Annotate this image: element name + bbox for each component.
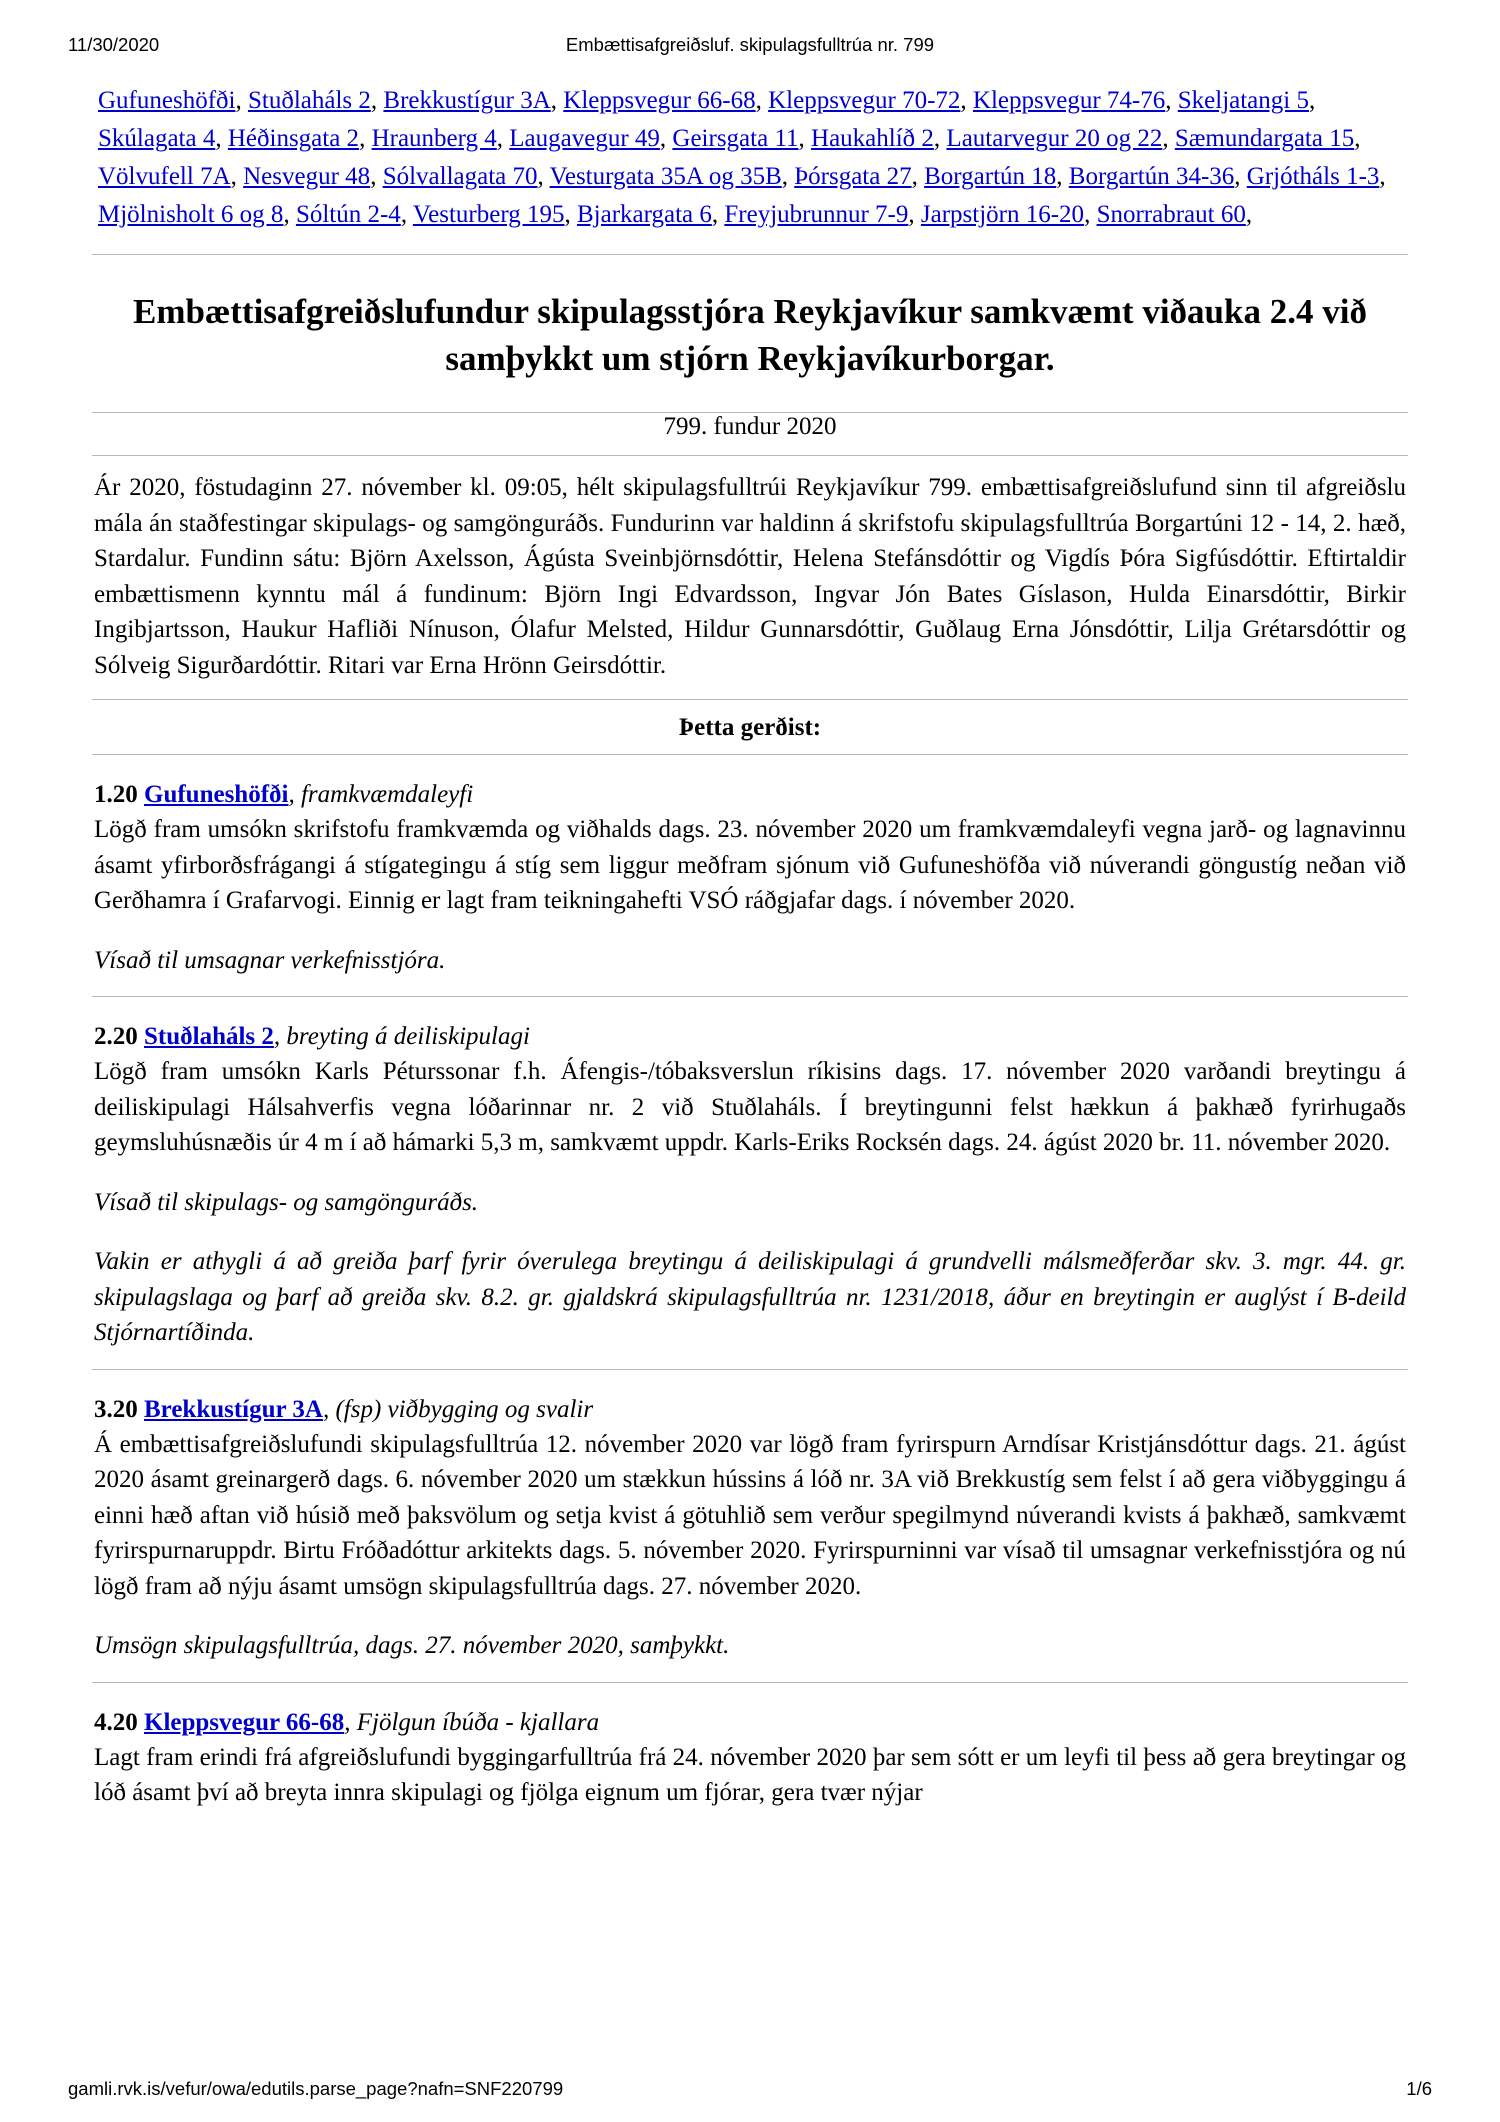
agenda-item-subtitle: , framkvæmdaleyfi	[288, 781, 474, 809]
address-link[interactable]: Kleppsvegur 70-72	[768, 87, 961, 114]
agenda-item-address-link[interactable]: Kleppsvegur 66-68	[144, 1708, 345, 1736]
link-separator: ,	[755, 87, 769, 114]
agenda-item-address-link[interactable]: Stuðlaháls 2	[144, 1023, 274, 1051]
link-separator: ,	[215, 125, 228, 152]
agenda-item-subtitle: , breyting á deiliskipulagi	[273, 1023, 530, 1051]
link-separator: ,	[1234, 163, 1247, 190]
address-link[interactable]: Nesvegur 48	[243, 163, 371, 190]
link-separator: ,	[370, 87, 384, 114]
address-link[interactable]: Vesturgata 35A og 35B	[549, 163, 782, 190]
link-separator: ,	[496, 125, 510, 152]
link-separator: ,	[537, 163, 550, 190]
agenda-item-number: 2.20	[94, 1023, 144, 1051]
link-separator: ,	[564, 201, 577, 228]
agenda-item-header	[94, 1019, 1406, 1054]
divider-top	[92, 254, 1408, 255]
agenda-item-divider	[92, 1682, 1408, 1683]
agenda-item-number: 3.20	[94, 1395, 144, 1423]
address-link[interactable]: Gufuneshöfði	[98, 87, 236, 114]
address-link[interactable]: Kleppsvegur 66-68	[563, 87, 756, 114]
link-separator: ,	[235, 87, 248, 114]
link-separator: ,	[711, 201, 725, 228]
address-link[interactable]: Skeljatangi 5	[1177, 87, 1309, 114]
page-title: Embættisafgreiðslufundur skipulagsstjóra Reykjavíkur samkvæmt viðauka 2.4 við samþykkt um stjórn Reykjavíkurborgar.	[133, 292, 1367, 378]
address-link[interactable]: Mjölnisholt 6 og 8	[98, 201, 284, 228]
address-link[interactable]: Laugavegur 49	[509, 125, 660, 152]
link-separator: ,	[911, 163, 925, 190]
link-separator: ,	[933, 125, 947, 152]
link-separator: ,	[283, 201, 296, 228]
link-separator: ,	[908, 201, 921, 228]
address-link[interactable]: Geirsgata 11	[672, 125, 799, 152]
address-link[interactable]: Kleppsvegur 74-76	[972, 87, 1166, 114]
agenda-item-divider	[92, 1369, 1408, 1370]
address-link[interactable]: Vesturberg 195	[412, 201, 565, 228]
divider-intro	[92, 699, 1408, 700]
address-link[interactable]: Freyjubrunnur 7-9	[724, 201, 909, 228]
address-link[interactable]: Stuðlaháls 2	[247, 87, 371, 114]
link-separator: ,	[1162, 125, 1175, 152]
link-separator: ,	[781, 163, 795, 190]
link-separator: ,	[1354, 125, 1361, 152]
print-header	[60, 34, 1440, 56]
document-content	[60, 82, 1440, 1811]
address-link[interactable]: Hraunberg 4	[371, 125, 497, 152]
print-footer	[60, 2078, 1440, 2100]
link-separator: ,	[798, 125, 812, 152]
divider-meeting	[92, 455, 1408, 456]
address-link[interactable]: Snorrabraut 60	[1096, 201, 1246, 228]
link-separator: ,	[1308, 87, 1316, 114]
meeting-number: 799. fundur 2020	[663, 413, 837, 441]
address-link[interactable]: Sólvallagata 70	[382, 163, 538, 190]
link-separator: ,	[1165, 87, 1178, 114]
link-separator: ,	[1084, 201, 1097, 228]
link-separator: ,	[550, 87, 564, 114]
address-link[interactable]: Brekkustígur 3A	[383, 87, 551, 114]
section-heading-this-happened: Þetta gerðist:	[678, 714, 822, 742]
agenda-item-address-link[interactable]: Gufuneshöfði	[144, 781, 289, 809]
link-separator: ,	[659, 125, 673, 152]
agenda-item-address-link[interactable]: Brekkustígur 3A	[144, 1395, 323, 1423]
link-separator: ,	[400, 201, 413, 228]
agenda-item-header	[94, 1392, 1406, 1427]
agenda-item-note: Vakin er athygli á að greiða þarf fyrir óverulega breytingu á deiliskipulagi á grundvelli málsmeðferðar skv. 3. mgr. 44. gr. skipulagslaga og þarf að greiða skv. 8.2. gr. gjaldskrá skipulagsfulltrúa nr. 1231/2018, áður en breytingin er auglýst í B-deild Stjórnartíðinda.	[94, 1248, 1406, 1347]
agenda-item-subtitle: , (fsp) viðbygging og svalir	[322, 1395, 594, 1423]
address-link[interactable]: Þórsgata 27	[794, 163, 912, 190]
agenda-item-header	[94, 777, 1406, 812]
agenda-item-body: Lögð fram umsókn Karls Péturssonar f.h. Áfengis-/tóbaksverslun ríkisins dags. 17. nóvember 2020 varðandi breytingu á deiliskipulagi Hálsahverfis vegna lóðarinnar nr. 2 við Stuðlaháls. Í breytingunni felst hækkun á þakhæð fyrirhugaðs geymsluhúsnæðis úr 4 m í að hámarki 5,3 m, samkvæmt uppdr. Karls-Eriks Rocksén dags. 24. ágúst 2020 br. 11. nóvember 2020.	[94, 1058, 1406, 1157]
agenda-item-body: Lögð fram umsókn skrifstofu framkvæmda og viðhalds dags. 23. nóvember 2020 um framkvæmdaleyfi vegna jarð- og lagnavinnu ásamt yfirborðsfrágangi á stígategingu á stíg sem liggur meðfram sjónum við Gufuneshöfða við núverandi göngustíg neðan við Gerðhamra í Grafarvogi. Einnig er lagt fram teikningahefti VSÓ ráðgjafar dags. í nóvember 2020.	[94, 816, 1406, 915]
agenda-item-body: Á embættisafgreiðslufundi skipulagsfulltrúa 12. nóvember 2020 var lögð fram fyrirspurn Arndísar Kristjánsdóttur dags. 21. ágúst 2020 ásamt greinargerð dags. 6. nóvember 2020 um stækkun hússins á lóð nr. 3A við Brekkustíg sem felst í að gera viðbyggingu á einni hæð aftan við húsið með þaksvölum og setja kvist á götuhlið sem verður spegilmynd núverandi kvists á þakhæð, samkvæmt fyrirspurnaruppdr. Birtu Fróðadóttur arkitekts dags. 5. nóvember 2020. Fyrirspurninni var vísað til umsagnar verkefnisstjóra og nú lögð fram að nýju ásamt umsögn skipulagsfulltrúa dags. 27. nóvember 2020.	[94, 1430, 1406, 1600]
link-separator: ,	[230, 163, 244, 190]
address-link-list	[92, 82, 1408, 244]
agenda-item-subtitle: , Fjölgun íbúða - kjallara	[344, 1708, 600, 1736]
agenda-item	[92, 1705, 1408, 1811]
agenda-item	[92, 1392, 1408, 1683]
print-header-title: Embættisafgreiðsluf. skipulagsfulltrúa nr. 799	[565, 34, 935, 55]
agenda-item-divider	[92, 996, 1408, 997]
address-link[interactable]: Jarpstjörn 16-20	[920, 201, 1085, 228]
link-separator: ,	[370, 163, 383, 190]
agenda-item-note: Umsögn skipulagsfulltrúa, dags. 27. nóvember 2020, samþykkt.	[94, 1632, 730, 1660]
agenda-item-number: 4.20	[94, 1708, 144, 1736]
address-link[interactable]: Skúlagata 4	[98, 125, 216, 152]
address-link[interactable]: Bjarkargata 6	[576, 201, 712, 228]
link-separator: ,	[1379, 163, 1386, 190]
address-link[interactable]: Sóltún 2-4	[295, 201, 401, 228]
agenda-item-number: 1.20	[94, 781, 144, 809]
link-separator: ,	[1056, 163, 1069, 190]
agenda-item-header	[94, 1705, 1406, 1740]
address-link[interactable]: Borgartún 18	[924, 163, 1057, 190]
link-separator: ,	[960, 87, 973, 114]
address-link[interactable]: Grjótháls 1-3	[1246, 163, 1380, 190]
address-link[interactable]: Sæmundargata 15	[1174, 125, 1355, 152]
address-link[interactable]: Borgartún 34-36	[1068, 163, 1235, 190]
agenda-item	[92, 1019, 1408, 1370]
address-link[interactable]: Völvufell 7A	[98, 163, 231, 190]
address-link[interactable]: Lautarvegur 20 og 22	[946, 125, 1163, 152]
link-separator: ,	[1245, 201, 1253, 228]
intro-paragraph: Ár 2020, föstudaginn 27. nóvember kl. 09:05, hélt skipulagsfulltrúi Reykjavíkur 799. embættisafgreiðslufund sinn til afgreiðslu mála án staðfestingar skipulags- og samgönguráðs. Fundurinn var haldinn á skrifstofu skipulagsfulltrúa Borgartúni 12 - 14, 2. hæð, Stardalur. Fundinn sátu: Björn Axelsson, Ágústa Sveinbjörnsdóttir, Helena Stefánsdóttir og Vigdís Þóra Sigfúsdóttir. Eftirtaldir embættismenn kynntu mál á fundinum: Björn Ingi Edvardsson, Ingvar Jón Bates Gíslason, Hulda Einarsdóttir, Birkir Ingibjartsson, Haukur Hafliði Nínuson, Ólafur Melsted, Hildur Gunnarsdóttir, Guðlaug Erna Jónsdóttir, Lilja Grétarsdóttir og Sólveig Sigurðardóttir. Ritari var Erna Hrönn Geirsdóttir.	[94, 474, 1406, 679]
divider-this-happened	[92, 754, 1408, 755]
print-footer-url: gamli.rvk.is/vefur/owa/edutils.parse_page?nafn=SNF220799	[68, 2078, 564, 2099]
print-header-date: 11/30/2020	[68, 34, 160, 55]
agenda-item-note: Vísað til skipulags- og samgönguráðs.	[94, 1188, 479, 1216]
agenda-item-body: Lagt fram erindi frá afgreiðslufundi byggingarfulltrúa frá 24. nóvember 2020 þar sem sótt er um leyfi til þess að gera breytingar og lóð ásamt því að breyta innra skipulagi og fjölga eignum um fjórar, gera tvær nýjar	[94, 1743, 1406, 1807]
print-footer-page: 1/6	[1406, 2078, 1432, 2099]
link-separator: ,	[359, 125, 372, 152]
address-link[interactable]: Haukahlíð 2	[811, 125, 934, 152]
address-link[interactable]: Héðinsgata 2	[227, 125, 360, 152]
agenda-item-list	[92, 777, 1408, 1811]
agenda-item	[92, 777, 1408, 997]
agenda-item-note: Vísað til umsagnar verkefnisstjóra.	[94, 946, 446, 974]
